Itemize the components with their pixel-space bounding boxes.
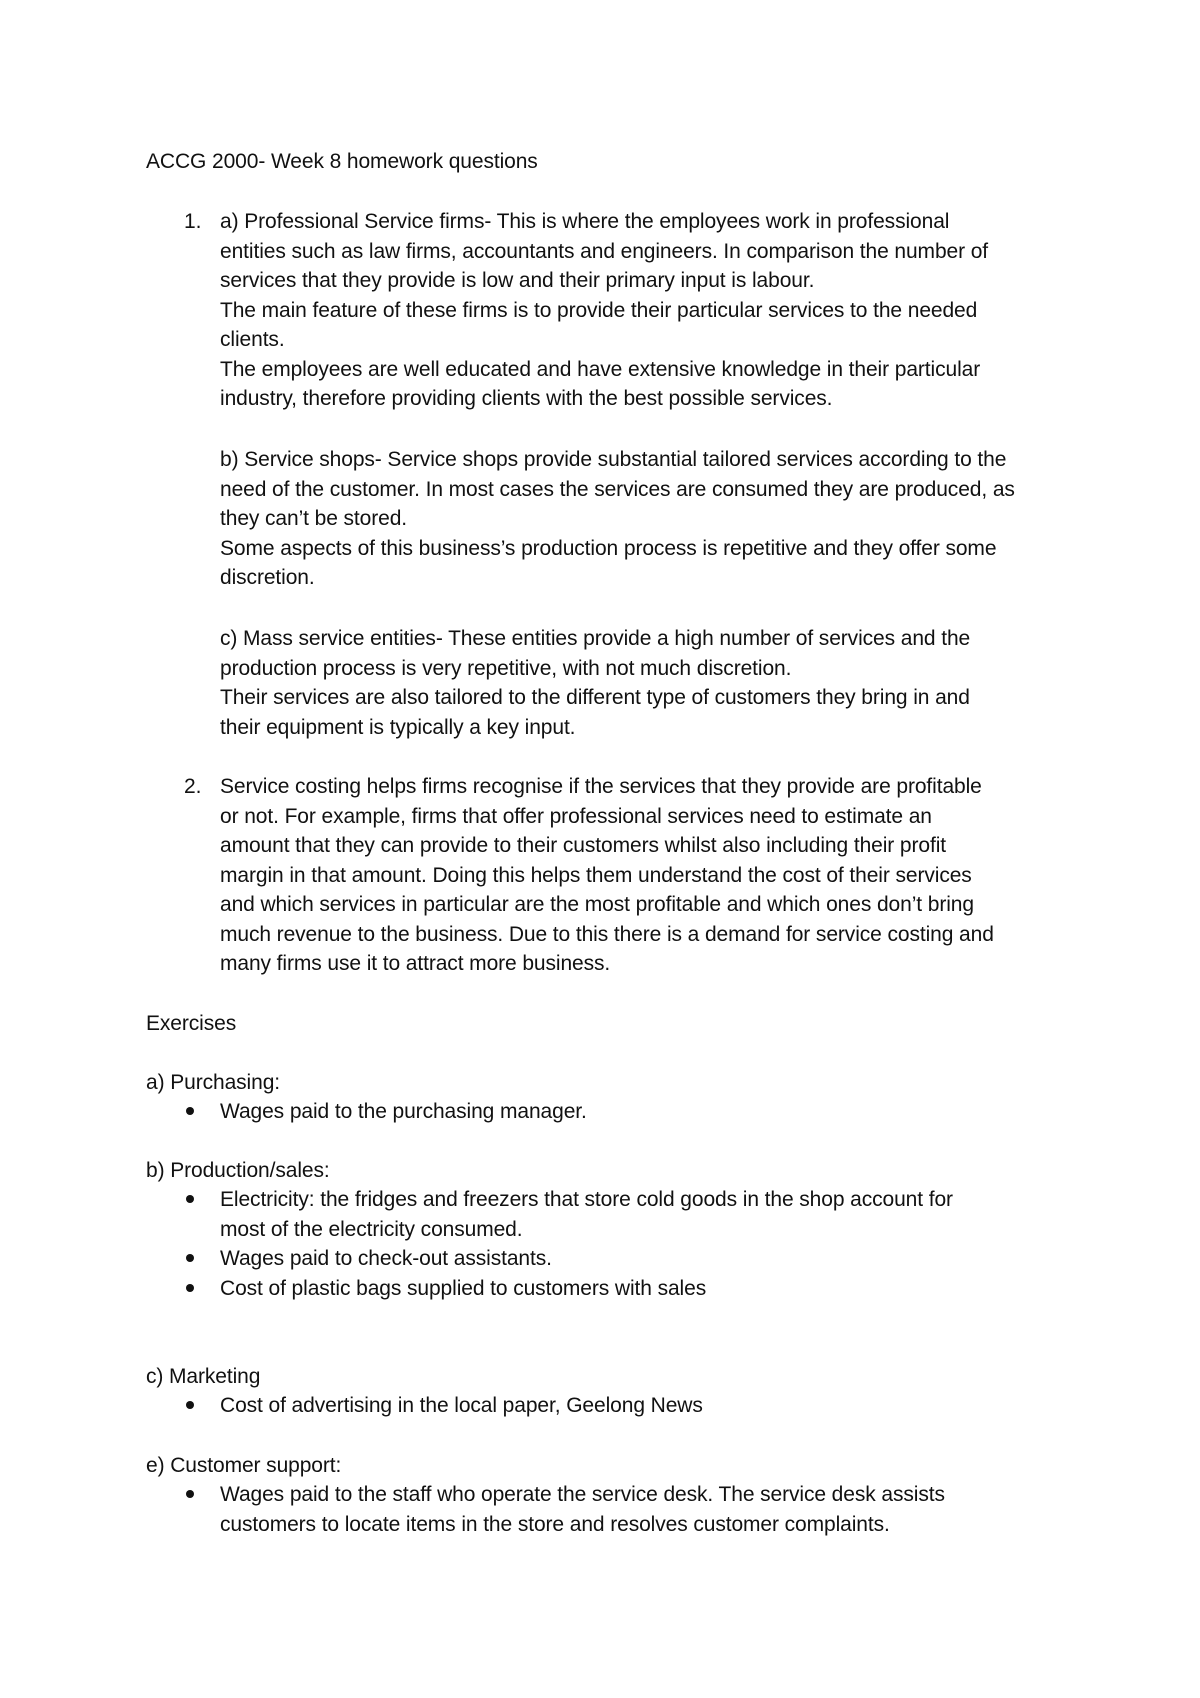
paragraph-line: many firms use it to attract more business. [220,952,611,975]
paragraph-line: Some aspects of this business’s production process is repetitive and they offer some [220,536,997,560]
bullet-icon [186,1107,194,1115]
bullet-line: Wages paid to check-out assistants. [220,1247,552,1270]
question-number: 2. [184,775,202,798]
section-heading-production-sales: b) Production/sales: [146,1159,330,1182]
bullet-icon [186,1254,194,1262]
document-title: ACCG 2000- Week 8 homework questions [146,150,538,173]
paragraph-line: c) Mass service entities- These entities provide a high number of services and the [220,627,971,650]
section-heading-marketing: c) Marketing [146,1365,261,1388]
paragraph-line: amount that they can provide to their customers whilst also including their profit [220,834,947,857]
question-2-paragraph [220,772,994,979]
paragraph-line: discretion. [220,566,315,589]
paragraph-line: b) Service shops- Service shops provide substantial tailored services according to the [220,448,1007,471]
bullet-item [220,1274,706,1304]
question-1b-paragraph [220,445,1015,593]
bullet-line: Wages paid to the purchasing manager. [220,1100,587,1123]
paragraph-line: their equipment is typically a key input. [220,715,576,739]
paragraph-line: production process is very repetitive, with not much discretion. [220,656,792,680]
paragraph-line: Their services are also tailored to the different type of customers they bring in and [220,686,970,709]
bullet-icon [186,1284,194,1292]
bullet-item [220,1480,945,1539]
exercises-heading: Exercises [146,1012,237,1035]
paragraph-line: or not. For example, firms that offer professional services need to estimate an [220,804,932,828]
paragraph-line: entities such as law firms, accountants and engineers. In comparison the number of [220,239,989,263]
bullet-line: customers to locate items in the store and resolves customer complaints. [220,1512,890,1536]
bullet-icon [186,1401,194,1409]
question-1a-paragraph [220,207,988,414]
paragraph-line: they can’t be stored. [220,507,408,530]
paragraph-line: clients. [220,328,285,351]
bullet-item [220,1185,953,1244]
bullet-line: most of the electricity consumed. [220,1217,523,1241]
paragraph-line: The main feature of these firms is to provide their particular services to the needed [220,298,978,322]
paragraph-line: services that they provide is low and their primary input is labour. [220,269,815,292]
paragraph-line: a) Professional Service firms- This is where the employees work in professional [220,210,950,233]
bullet-item [220,1244,552,1274]
paragraph-line: much revenue to the business. Due to this there is a demand for service costing and [220,922,994,946]
paragraph-line: and which services in particular are the most profitable and which ones don’t bring [220,893,974,916]
bullet-line: Cost of plastic bags supplied to customers with sales [220,1277,707,1300]
section-heading-purchasing: a) Purchasing: [146,1071,281,1094]
paragraph-line: industry, therefore providing clients with the best possible services. [220,387,833,410]
bullet-icon [186,1490,194,1498]
paragraph-line: margin in that amount. Doing this helps them understand the cost of their services [220,863,972,887]
section-heading-customer-support: e) Customer support: [146,1454,342,1477]
paragraph-line: need of the customer. In most cases the services are consumed they are produced, as [220,477,1015,501]
paragraph-line: Service costing helps firms recognise if the services that they provide are profitable [220,775,982,798]
bullet-icon [186,1195,194,1203]
question-number: 1. [184,210,202,233]
bullet-item [220,1097,587,1127]
bullet-line: Wages paid to the staff who operate the service desk. The service desk assists [220,1483,945,1506]
bullet-line: Cost of advertising in the local paper, Geelong News [220,1394,703,1417]
bullet-item [220,1391,703,1421]
bullet-line: Electricity: the fridges and freezers that store cold goods in the shop account for [220,1188,953,1211]
paragraph-line: The employees are well educated and have extensive knowledge in their particular [220,357,981,381]
question-1c-paragraph [220,624,970,742]
